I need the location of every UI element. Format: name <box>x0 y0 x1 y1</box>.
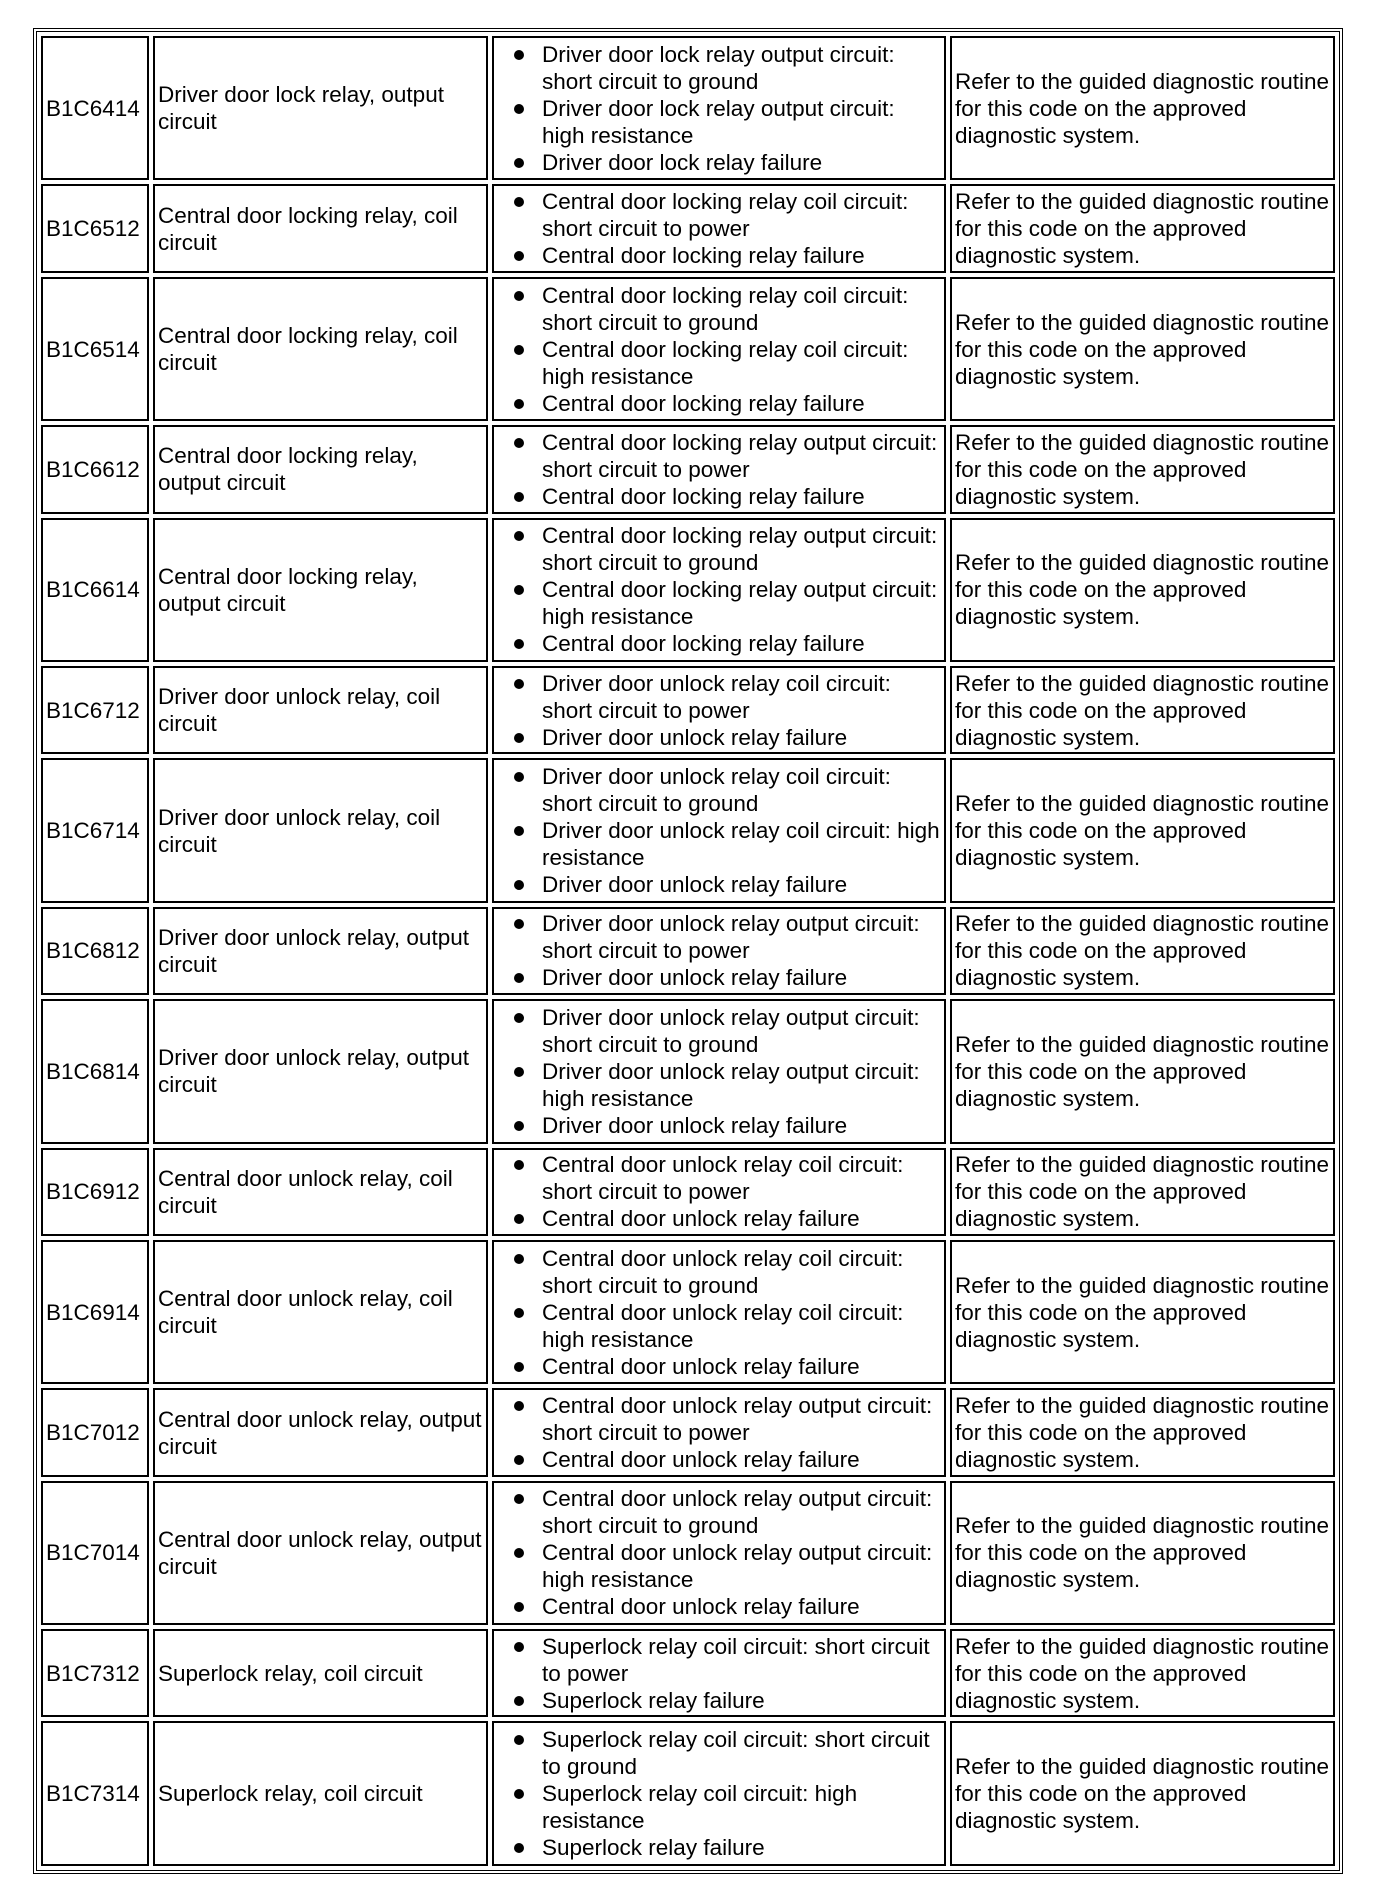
list-item: Superlock relay failure <box>542 1687 941 1714</box>
cause-list <box>497 670 941 751</box>
dtc-code: B1C6912 <box>41 1148 149 1236</box>
list-item: Driver door unlock relay coil circuit: short circuit to ground <box>542 763 941 817</box>
dtc-possible-causes <box>492 425 946 513</box>
dtc-possible-causes <box>492 1388 946 1476</box>
dtc-table <box>33 28 1343 1874</box>
dtc-code: B1C6612 <box>41 425 149 513</box>
dtc-description: Driver door unlock relay, coil circuit <box>153 758 488 902</box>
cause-list <box>497 429 941 510</box>
table-row <box>41 1148 1335 1236</box>
table-row <box>41 1721 1335 1866</box>
list-item: Driver door unlock relay output circuit: short circuit to power <box>542 910 941 964</box>
dtc-possible-causes <box>492 277 946 421</box>
dtc-action: Refer to the guided diagnostic routine for this code on the approved diagnostic system. <box>950 1481 1335 1625</box>
dtc-description: Central door locking relay, coil circuit <box>153 277 488 421</box>
dtc-description: Central door unlock relay, coil circuit <box>153 1148 488 1236</box>
list-item: Superlock relay coil circuit: high resistance <box>542 1780 941 1834</box>
dtc-action: Refer to the guided diagnostic routine for this code on the approved diagnostic system. <box>950 36 1335 180</box>
dtc-action: Refer to the guided diagnostic routine for this code on the approved diagnostic system. <box>950 999 1335 1143</box>
dtc-description: Driver door lock relay, output circuit <box>153 36 488 180</box>
cause-list <box>497 1245 941 1380</box>
dtc-code: B1C6914 <box>41 1240 149 1384</box>
list-item: Central door unlock relay output circuit: short circuit to ground <box>542 1485 941 1539</box>
list-item: Driver door lock relay output circuit: high resistance <box>542 95 941 149</box>
table-row <box>41 184 1335 272</box>
dtc-description: Central door locking relay, coil circuit <box>153 184 488 272</box>
dtc-possible-causes <box>492 1629 946 1717</box>
dtc-action: Refer to the guided diagnostic routine for this code on the approved diagnostic system. <box>950 1388 1335 1476</box>
table-row <box>41 277 1335 421</box>
dtc-possible-causes <box>492 758 946 902</box>
dtc-action: Refer to the guided diagnostic routine for this code on the approved diagnostic system. <box>950 184 1335 272</box>
list-item: Central door locking relay output circuit: short circuit to power <box>542 429 941 483</box>
cause-list <box>497 41 941 176</box>
list-item: Central door unlock relay failure <box>542 1593 941 1620</box>
cause-list <box>497 1485 941 1620</box>
cause-list <box>497 1004 941 1139</box>
list-item: Driver door unlock relay failure <box>542 964 941 991</box>
cause-list <box>497 1392 941 1473</box>
dtc-code: B1C6712 <box>41 666 149 754</box>
dtc-description: Central door locking relay, output circuit <box>153 425 488 513</box>
list-item: Superlock relay coil circuit: short circuit to power <box>542 1633 941 1687</box>
dtc-code: B1C7314 <box>41 1721 149 1866</box>
dtc-action: Refer to the guided diagnostic routine for this code on the approved diagnostic system. <box>950 1629 1335 1717</box>
dtc-code: B1C6814 <box>41 999 149 1143</box>
dtc-action: Refer to the guided diagnostic routine for this code on the approved diagnostic system. <box>950 666 1335 754</box>
list-item: Central door unlock relay output circuit: high resistance <box>542 1539 941 1593</box>
list-item: Central door locking relay coil circuit: short circuit to ground <box>542 282 941 336</box>
dtc-description: Central door unlock relay, output circuit <box>153 1481 488 1625</box>
list-item: Central door locking relay failure <box>542 242 941 269</box>
dtc-possible-causes <box>492 1240 946 1384</box>
dtc-table-body <box>41 36 1335 1866</box>
dtc-action: Refer to the guided diagnostic routine for this code on the approved diagnostic system. <box>950 907 1335 995</box>
table-row <box>41 907 1335 995</box>
dtc-description: Central door unlock relay, coil circuit <box>153 1240 488 1384</box>
list-item: Driver door lock relay output circuit: short circuit to ground <box>542 41 941 95</box>
dtc-code: B1C6514 <box>41 277 149 421</box>
list-item: Central door locking relay coil circuit: short circuit to power <box>542 188 941 242</box>
dtc-code: B1C6812 <box>41 907 149 995</box>
dtc-code: B1C7312 <box>41 1629 149 1717</box>
list-item: Driver door unlock relay failure <box>542 871 941 898</box>
list-item: Central door locking relay failure <box>542 390 941 417</box>
list-item: Superlock relay failure <box>542 1834 941 1861</box>
dtc-description: Central door locking relay, output circuit <box>153 518 488 662</box>
dtc-code: B1C7014 <box>41 1481 149 1625</box>
cause-list <box>497 1726 941 1861</box>
dtc-code: B1C7012 <box>41 1388 149 1476</box>
cause-list <box>497 1151 941 1232</box>
list-item: Central door unlock relay coil circuit: short circuit to power <box>542 1151 941 1205</box>
dtc-action: Refer to the guided diagnostic routine for this code on the approved diagnostic system. <box>950 425 1335 513</box>
list-item: Central door unlock relay coil circuit: short circuit to ground <box>542 1245 941 1299</box>
list-item: Central door unlock relay output circuit: short circuit to power <box>542 1392 941 1446</box>
list-item: Central door unlock relay failure <box>542 1205 941 1232</box>
list-item: Driver door unlock relay failure <box>542 724 941 751</box>
dtc-action: Refer to the guided diagnostic routine for this code on the approved diagnostic system. <box>950 1240 1335 1384</box>
dtc-code: B1C6614 <box>41 518 149 662</box>
table-row <box>41 1240 1335 1384</box>
dtc-possible-causes <box>492 184 946 272</box>
dtc-possible-causes <box>492 36 946 180</box>
dtc-possible-causes <box>492 666 946 754</box>
list-item: Driver door unlock relay coil circuit: short circuit to power <box>542 670 941 724</box>
list-item: Central door locking relay coil circuit: high resistance <box>542 336 941 390</box>
list-item: Superlock relay coil circuit: short circuit to ground <box>542 1726 941 1780</box>
list-item: Driver door unlock relay failure <box>542 1112 941 1139</box>
table-row <box>41 666 1335 754</box>
list-item: Driver door unlock relay coil circuit: high resistance <box>542 818 940 871</box>
list-item: Central door unlock relay coil circuit: high resistance <box>542 1299 941 1353</box>
document-page <box>33 28 1343 1874</box>
dtc-description: Driver door unlock relay, output circuit <box>153 907 488 995</box>
table-row <box>41 1388 1335 1476</box>
table-row <box>41 999 1335 1143</box>
cause-list <box>497 282 941 417</box>
table-row <box>41 518 1335 662</box>
dtc-action: Refer to the guided diagnostic routine for this code on the approved diagnostic system. <box>950 1721 1335 1866</box>
list-item: Driver door lock relay failure <box>542 149 941 176</box>
list-item: Central door locking relay failure <box>542 630 941 657</box>
dtc-possible-causes <box>492 999 946 1143</box>
cause-list <box>497 1633 941 1714</box>
cause-list <box>497 188 941 269</box>
dtc-action: Refer to the guided diagnostic routine for this code on the approved diagnostic system. <box>950 758 1335 902</box>
list-item: Driver door unlock relay output circuit: high resistance <box>542 1058 941 1112</box>
list-item: Central door locking relay output circuit: short circuit to ground <box>542 522 941 576</box>
dtc-code: B1C6512 <box>41 184 149 272</box>
dtc-description: Driver door unlock relay, output circuit <box>153 999 488 1143</box>
dtc-action: Refer to the guided diagnostic routine for this code on the approved diagnostic system. <box>950 277 1335 421</box>
dtc-possible-causes <box>492 518 946 662</box>
dtc-description: Driver door unlock relay, coil circuit <box>153 666 488 754</box>
dtc-action: Refer to the guided diagnostic routine for this code on the approved diagnostic system. <box>950 1148 1335 1236</box>
table-row <box>41 425 1335 513</box>
dtc-description: Superlock relay, coil circuit <box>153 1721 488 1866</box>
table-row <box>41 1481 1335 1625</box>
list-item: Driver door unlock relay output circuit: short circuit to ground <box>542 1004 941 1058</box>
table-row <box>41 758 1335 902</box>
cause-list <box>497 522 941 657</box>
dtc-possible-causes <box>492 1721 946 1866</box>
dtc-possible-causes <box>492 1148 946 1236</box>
list-item: Central door locking relay failure <box>542 483 941 510</box>
dtc-possible-causes <box>492 907 946 995</box>
list-item: Central door locking relay output circuit: high resistance <box>542 576 941 630</box>
list-item: Central door unlock relay failure <box>542 1446 941 1473</box>
dtc-description: Superlock relay, coil circuit <box>153 1629 488 1717</box>
dtc-code: B1C6414 <box>41 36 149 180</box>
dtc-possible-causes <box>492 1481 946 1625</box>
dtc-action: Refer to the guided diagnostic routine for this code on the approved diagnostic system. <box>950 518 1335 662</box>
list-item: Central door unlock relay failure <box>542 1353 941 1380</box>
table-row <box>41 1629 1335 1717</box>
table-row <box>41 36 1335 180</box>
dtc-code: B1C6714 <box>41 758 149 902</box>
dtc-description: Central door unlock relay, output circuit <box>153 1388 488 1476</box>
cause-list <box>497 763 941 898</box>
cause-list <box>497 910 941 991</box>
